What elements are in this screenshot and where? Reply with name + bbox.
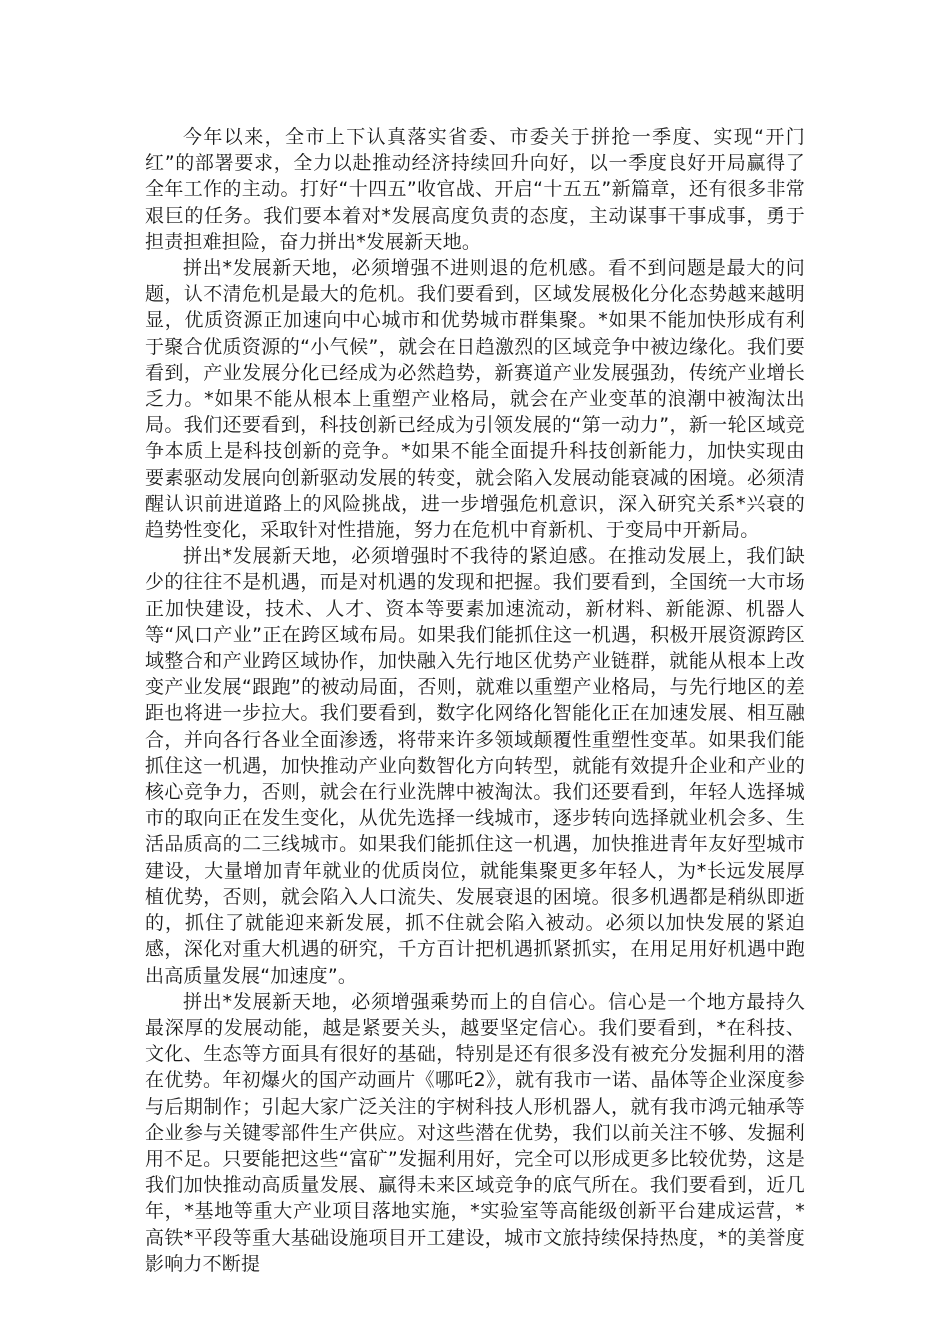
paragraph-urgency: 拼出*发展新天地，必须增强时不我待的紧迫感。在推动发展上，我们缺少的往往不是机遇，而是对机遇的发现和把握。我们要看到，全国统一大市场正加快建设，技术、人才、资本等要素加速流动，新材料、新能源、机器人等“风口产业”正在跨区域布局。如果我们能抓住这一机遇，积极开展资源跨区域整合和产业跨区域协作，加快融入先行地区优势产业链群，就能从根本上改变产业发展“跟跑”的被动局面，否则，就难以重塑产业格局，与先行地区的差距也将进一步拉大。我们要看到，数字化网络化智能化正在加速发展、相互融合，并向各行各业全面渗透，将带来许多领域颠覆性重塑性变革。如果我们能抓住这一机遇，加快推动产业向数智化方向转型，就能有效提升企业和产业的核心竞争力，否则，就会在行业洗牌中被淘汰。我们还要看到，年轻人选择城市的取向正在发生变化，从优先选择一线城市，逐步转向选择就业机会多、生活品质高的二三线城市。如果我们能抓住这一机遇，加快推进青年友好型城市建设，大量增加青年就业的优质岗位，就能集聚更多年轻人，为*长远发展厚植优势，否则，就会陷入人口流失、发展衰退的困境。很多机遇都是稍纵即逝的，抓住了就能迎来新发展，抓不住就会陷入被动。必须以加快发展的紧迫感，深化对重大机遇的研究，千方百计把机遇抓紧抓实，在用足用好机遇中跑出高质量发展“加速度”。 <box>145 545 805 987</box>
paragraph-crisis-awareness: 拼出*发展新天地，必须增强不进则退的危机感。看不到问题是最大的问题，认不清危机是最大的危机。我们要看到，区域发展极化分化态势越来越明显，优质资源正加速向中心城市和优势城市群集聚。*如果不能加快形成有利于聚合优质资源的“小气候”，就会在日趋激烈的区域竞争中被边缘化。我们要看到，产业发展分化已经成为必然趋势，新赛道产业发展强劲，传统产业增长乏力。*如果不能从根本上重塑产业格局，就会在产业变革的浪潮中被淘汰出局。我们还要看到，科技创新已经成为引领发展的“第一动力”，新一轮区域竞争本质上是科技创新的竞争。*如果不能全面提升科技创新能力，加快实现由要素驱动发展向创新驱动发展的转变，就会陷入发展动能衰减的困境。必须清醒认识前进道路上的风险挑战，进一步增强危机意识，深入研究关系*兴衰的趋势性变化，采取针对性措施，努力在危机中育新机、于变局中开新局。 <box>145 257 805 542</box>
paragraph-confidence: 拼出*发展新天地，必须增强乘势而上的自信心。信心是一个地方最持久最深厚的发展动能，越是紧要关头，越要坚定信心。我们要看到，*在科技、文化、生态等方面具有很好的基础，特别是还有很多没有被充分发掘利用的潜在优势。年初爆火的国产动画片《哪吒2》，就有我市一诺、晶体等企业深度参与后期制作；引起大家广泛关注的宇树科技人形机器人，就有我市鸿元轴承等企业参与关键零部件生产供应。对这些潜在优势，我们以前关注不够、发掘利用不足。只要能把这些“富矿”发掘利用好，完全可以形成更多比较优势，这是我们加快推动高质量发展、赢得未来区域竞争的底气所在。我们要看到，近几年，*基地等重大产业项目落地实施，*实验室等高能级创新平台建成运营，*高铁*平段等重大基础设施项目开工建设，城市文旅持续保持热度，*的美誉度影响力不断提 <box>145 990 805 1275</box>
document-body <box>145 124 805 1277</box>
paragraph-intro: 今年以来，全市上下认真落实省委、市委关于拼抢一季度、实现“开门红”的部署要求，全力以赴推动经济持续回升向好，以一季度良好开局赢得了全年工作的主动。打好“十四五”收官战、开启“十五五”新篇章，还有很多非常艰巨的任务。我们要本着对*发展高度负责的态度，主动谋事干事成事，勇于担责担难担险，奋力拼出*发展新天地。 <box>145 126 805 253</box>
